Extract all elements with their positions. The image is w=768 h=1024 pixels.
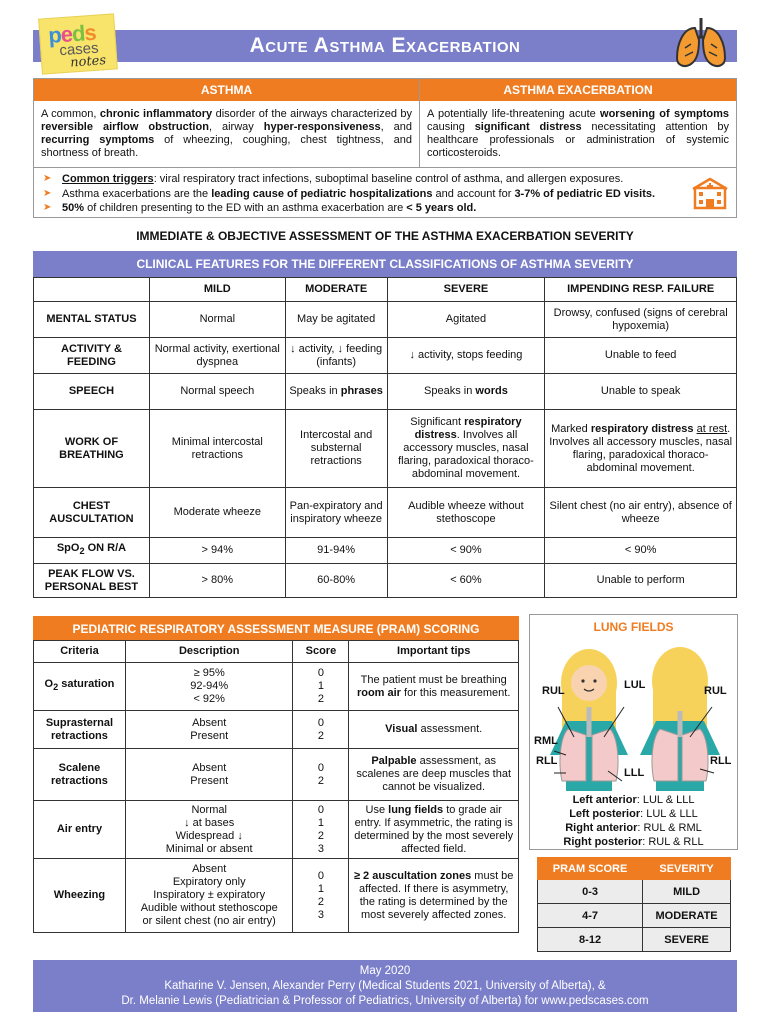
pram-score [293,711,349,749]
pram-description [125,801,293,859]
score-range: 0-3 [538,880,643,904]
lung-label-rml: RML [534,735,558,747]
score-row [538,928,731,952]
pedscases-logo [38,13,118,74]
pram-col-description: Description [125,641,293,663]
pram-tips: The patient must be breathing room air for this measurement. [349,663,519,711]
pram-score-line: 0 [317,761,324,774]
page-title: Acute Asthma Exacerbation [249,34,521,57]
severity-header-row [34,278,737,302]
lung-key-left-anterior: Left anterior: LUL & LLL [572,794,695,806]
lung-fields-key [530,793,737,849]
exacerbation-heading: ASTHMA EXACERBATION [420,79,736,101]
severity-row [34,538,737,564]
severity-row [34,564,737,598]
severity-cell: Unable to speak [545,374,737,410]
pram-row [34,663,519,711]
severity-cell: Normal [149,302,285,338]
pram-description-line: Present [190,729,229,742]
pram-col-criteria: Criteria [34,641,126,663]
pram-header-row [34,641,519,663]
severity-cell: Drowsy, confused (signs of cerebral hypoxemia) [545,302,737,338]
footer [33,960,737,1012]
pram-description-line: < 92% [193,693,225,705]
severity-cell: Audible wheeze without stethoscope [387,488,545,538]
pram-criteria: $O_2$ saturation [34,663,126,711]
pram-score-line: 3 [317,842,324,855]
pram-score-severity-table [537,857,731,952]
severity-grid [33,277,737,598]
pram-row [34,749,519,801]
assessment-heading: IMMEDIATE & OBJECTIVE ASSESSMENT OF THE ASTHMA EXACERBATION SEVERITY [136,229,634,243]
pram-tips: Use lung fields to grade air entry. If asymmetric, the rating is determined by the most severely affected field. [349,801,519,859]
score-range: 4-7 [538,904,643,928]
severity-row [34,410,737,488]
lung-fields-title: LUNG FIELDS [593,620,674,634]
pram-score-line: 1 [317,816,324,829]
bullet-hospitalizations: ➤ Asthma exacerbations are the leading cause of pediatric hospitalizations and account for 3-7% of pediatric ED visits. [43,187,683,202]
pram-criteria: Scalene retractions [34,749,126,801]
severity-col-0 [34,278,150,302]
exacerbation-definition [420,79,736,167]
severity-row-label: WORK OF BREATHING [34,410,150,488]
pram-tips: Palpable assessment, as scalenes are deep muscles that cannot be visualized. [349,749,519,801]
pram-description-line: Expiratory only [172,876,246,888]
pram-score-line: 1 [317,882,324,895]
pram-score-line: 1 [317,680,324,692]
lung-label-rul-left: RUL [542,685,565,697]
lung-label-rll-left: RLL [536,755,558,767]
severity-cell: < 90% [545,538,737,564]
severity-cell: > 80% [149,564,285,598]
severity-cell: Moderate wheeze [149,488,285,538]
logo-line1: peds [47,19,97,49]
definitions-box [33,78,737,168]
lung-key-right-anterior: Right anterior: RUL & RML [565,822,702,834]
lung-label-rll-right: RLL [710,755,732,767]
pram-description-line: ≥ 95% [193,667,225,679]
severity-row [34,488,737,538]
pram-score-line: 0 [317,716,324,729]
pram-description-line: Minimal or absent [165,842,253,855]
pram-description-line: or silent chest (no air entry) [142,915,276,927]
severity-cell: ↓ activity, ↓ feeding (infants) [285,338,387,374]
asthma-definition [34,79,420,167]
pram-criteria: Wheezing [34,859,126,933]
pram-description-line: Widespread ↓ [175,829,243,842]
severity-table-heading: CLINICAL FEATURES FOR THE DIFFERENT CLASSIFICATIONS OF ASTHMA SEVERITY [33,251,737,277]
score-range: 8-12 [538,928,643,952]
severity-cell: Significant respiratory distress. Involves all accessory muscles, nasal flaring, paradoxical thoraco-abdominal movement. [387,410,545,488]
pram-col-tips: Important tips [349,641,519,663]
pram-score-line: 0 [317,667,324,679]
pram-score [293,749,349,801]
lung-label-rul-right: RUL [704,685,727,697]
pram-score-line: 2 [317,729,324,742]
lung-label-lul: LUL [624,679,646,691]
pram-description-line: Present [190,774,229,787]
severity-col-moderate: MODERATE [285,278,387,302]
severity-cell: Unable to feed [545,338,737,374]
severity-row-label: ACTIVITY & FEEDING [34,338,150,374]
severity-row [34,338,737,374]
score-grid [537,857,731,952]
severity-cell: Marked respiratory distress at rest. Involves all accessory muscles, nasal flaring, paradoxical thoraco-abdominal movement. [545,410,737,488]
severity-cell: < 90% [387,538,545,564]
pram-row [34,801,519,859]
asthma-heading: ASTHMA [34,79,419,101]
score-severity: MILD [643,880,731,904]
pram-col-score: Score [293,641,349,663]
pram-description-line: Absent [192,716,227,729]
score-header-row [538,858,731,880]
lung-fields-box [529,614,738,850]
score-row [538,904,731,928]
pram-score-line: 2 [317,829,324,842]
pram-description [125,749,293,801]
score-row [538,880,731,904]
pram-score-line: 2 [317,774,324,787]
severity-cell: Unable to perform [545,564,737,598]
pram-table [33,616,519,933]
severity-row-label: SPEECH [34,374,150,410]
pram-criteria: Air entry [34,801,126,859]
hospital-icon [691,174,729,212]
severity-cell: May be agitated [285,302,387,338]
severity-table [33,251,737,598]
key-facts [43,172,683,216]
severity-col-impending: IMPENDING RESP. FAILURE [545,278,737,302]
severity-row-label: SpO$_2$ ON R/A [34,538,150,564]
severity-cell: Speaks in words [387,374,545,410]
pram-score-line: 3 [317,908,324,921]
pram-tips: Visual assessment. [349,711,519,749]
severity-col-severe: SEVERE [387,278,545,302]
score-severity: SEVERE [643,928,731,952]
pram-score [293,801,349,859]
severity-cell: Intercostal and substernal retractions [285,410,387,488]
score-col-severity: SEVERITY [643,858,731,880]
logo-line3: notes [69,53,107,71]
lung-key-left-posterior: Left posterior: LUL & LLL [569,808,698,820]
pram-score-line: 2 [317,895,324,908]
pram-grid [33,640,519,933]
pram-row [34,859,519,933]
pram-score-line: 0 [317,803,324,816]
pram-description [125,859,293,933]
pram-description-line: Audible without stethoscope [140,902,278,914]
pram-description-line: ↓ at bases [184,816,235,829]
pram-description-line: Absent [192,761,227,774]
severity-col-mild: MILD [149,278,285,302]
pram-score [293,859,349,933]
severity-cell: 91-94% [285,538,387,564]
severity-cell: > 94% [149,538,285,564]
severity-cell: Normal activity, exertional dyspnea [149,338,285,374]
severity-cell: < 60% [387,564,545,598]
pram-criteria: Suprasternal retractions [34,711,126,749]
pram-description-line: Absent [192,863,227,875]
score-col-pram: PRAM SCORE [538,858,643,880]
pram-score-line: 2 [317,693,324,705]
severity-cell: Pan-expiratory and inspiratory wheeze [285,488,387,538]
pram-heading: PEDIATRIC RESPIRATORY ASSESSMENT MEASURE (PRAM) SCORING [33,616,519,640]
severity-row-label: MENTAL STATUS [34,302,150,338]
pram-description-line: 92-94% [190,680,229,692]
severity-cell: Normal speech [149,374,285,410]
severity-cell: Speaks in phrases [285,374,387,410]
pram-score-line: 0 [317,869,324,882]
exacerbation-text: A potentially life-threatening acute worsening of symptoms causing significant distress necessitating attention by healthcare professionals or administration of systemic corticosteroids. [427,108,729,159]
severity-cell: Silent chest (no air entry), absence of wheeze [545,488,737,538]
footer-authors: Katharine V. Jensen, Alexander Perry (Medical Students 2021, University of Alberta), & [164,980,606,992]
logo-line2: cases [58,39,100,60]
pram-score [293,663,349,711]
pram-tips: ≥ 2 auscultation zones must be affected. If there is asymmetry, the rating is determined by the most severely affected zones. [349,859,519,933]
lungs-icon [673,14,729,72]
severity-row-label: CHEST AUSCULTATION [34,488,150,538]
title-bar [33,30,737,62]
severity-row-label: PEAK FLOW VS. PERSONAL BEST [34,564,150,598]
pram-row [34,711,519,749]
lung-label-lll: LLL [624,767,645,779]
footer-credit: Dr. Melanie Lewis (Pediatrician & Professor of Pediatrics, University of Alberta) for www.pedscases.com [121,995,649,1007]
bullet-triggers: ➤ Common triggers: viral respiratory tract infections, suboptimal baseline control of asthma, and allergen exposures. [43,172,683,187]
footer-date: May 2020 [359,965,411,977]
severity-cell: Agitated [387,302,545,338]
severity-cell: ↓ activity, stops feeding [387,338,545,374]
bullet-age: ➤ 50% of children presenting to the ED with an asthma exacerbation are < 5 years old. [43,201,683,216]
severity-row [34,374,737,410]
pram-description [125,711,293,749]
severity-row [34,302,737,338]
severity-cell: Minimal intercostal retractions [149,410,285,488]
pram-description [125,663,293,711]
lung-key-right-posterior: Right posterior: RUL & RLL [563,836,704,848]
pram-description-line: Normal [191,803,227,816]
pram-description-line: Inspiratory ± expiratory [153,889,266,901]
severity-cell: 60-80% [285,564,387,598]
score-severity: MODERATE [643,904,731,928]
asthma-text: A common, chronic inflammatory disorder of the airways characterized by reversible airflow obstruction, airway hyper-responsiveness, and recurring symptoms of wheezing, coughing, chest tightness, and shortness of breath. [41,108,413,159]
